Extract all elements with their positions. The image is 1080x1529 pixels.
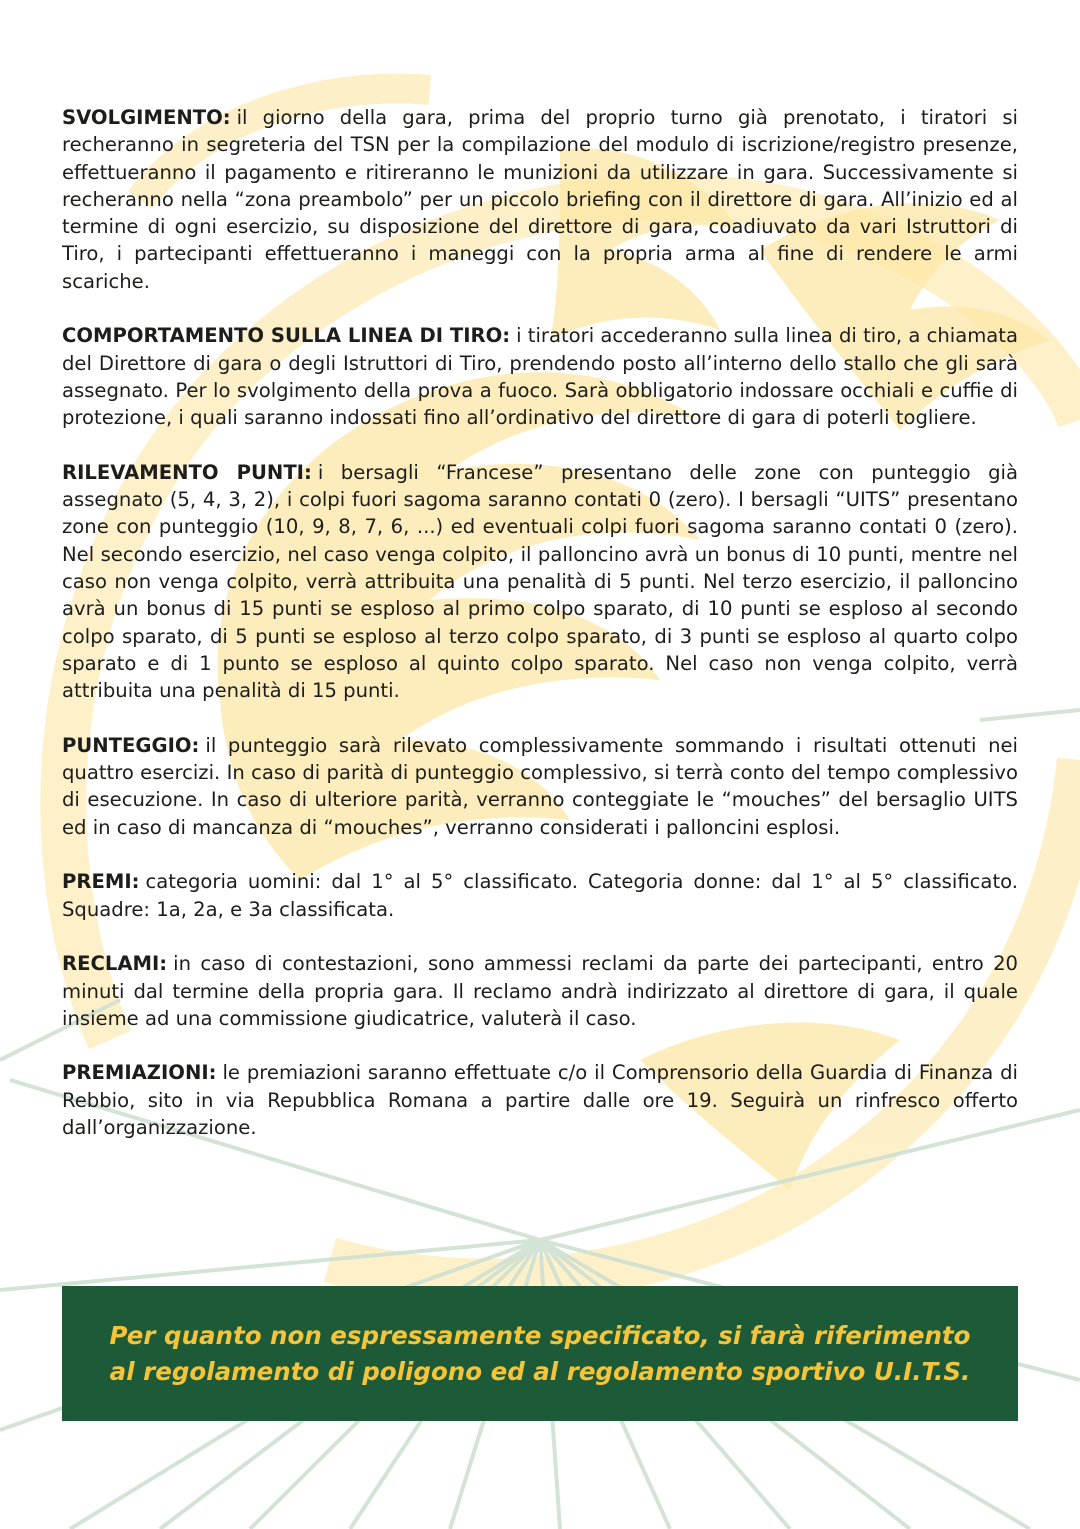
footer-banner-line-1: Per quanto non espressamente specificato, si farà riferimento [109, 1320, 971, 1350]
section-label: RILEVAMENTO PUNTI: [62, 460, 312, 484]
section-premiazioni [62, 1059, 1018, 1141]
section-text: i tiratori accederanno sulla linea di tiro, a chiamata del Direttore di gara o degli Istruttori di Tiro, prendendo posto all’interno dello stallo che gli sarà assegnato. Per lo svolgimento della prova a fuoco. Sarà obbligatorio indossare occhiali e cuffie di protezione, i quali saranno indossati fino all’ordinativo del direttore di gara di poterli togliere. [62, 324, 1018, 430]
section-text: i bersagli “Francese” presentano delle zone con punteggio già assegnato (5, 4, 3, 2), i colpi fuori sagoma saranno contati 0 (zero). I bersagli “UITS” presentano zone con punteggio (10, 9, 8, 7, 6, ...) ed eventuali colpi fuori sagoma saranno contati 0 (zero). Nel secondo esercizio, nel caso venga colpito, il palloncino avrà un bonus di 10 punti, mentre nel caso non venga colpito, verrà attribuita una penalità di 5 punti. Nel terzo esercizio, il palloncino avrà un bonus di 15 punti se esploso al primo colpo sparato, di 10 punti se esploso al secondo colpo sparato, di 5 punti se esploso al terzo colpo sparato, di 3 punti se esploso al quarto colpo sparato e di 1 punto se esploso al quinto colpo sparato. Nel caso non venga colpito, verrà attribuita una penalità di 15 punti. [62, 460, 1018, 703]
section-text: in caso di contestazioni, sono ammessi reclami da parte dei partecipanti, entro 20 minuti dal termine della propria gara. Il reclamo andrà indirizzato al direttore di gara, il quale insieme ad una commissione giudicatrice, valuterà il caso. [62, 952, 1018, 1030]
footer-banner-text [110, 1318, 971, 1390]
regulations-body [62, 104, 1018, 1169]
section-text: il punteggio sarà rilevato complessivamente sommando i risultati ottenuti nei quattro esercizi. In caso di parità di punteggio complessivo, si terrà conto del tempo complessivo di esecuzione. In caso di ulteriore parità, verranno conteggiate le “mouches” del bersaglio UITS ed in caso di mancanza di “mouches”, verranno considerati i palloncini esplosi. [62, 733, 1018, 839]
section-text: categoria uomini: dal 1° al 5° classificato. Categoria donne: dal 1° al 5° classificato. Squadre: 1a, 2a, e 3a classificata. [62, 870, 1018, 921]
footer-banner-line-2: al regolamento di poligono ed al regolamento sportivo U.I.T.S. [109, 1356, 971, 1386]
footer-banner [62, 1286, 1018, 1421]
section-text: il giorno della gara, prima del proprio turno già prenotato, i tiratori si recheranno in segreteria del TSN per la compilazione del modulo di iscrizione/registro presenze, effettueranno il pagamento e ritireranno le munizioni da utilizzare in gara. Successivamente si recheranno nella “zona preambolo” per un piccolo briefing con il direttore di gara. All’inizio ed al termine di ogni esercizio, su disposizione del direttore di gara, coadiuvato da vari Istruttori di Tiro, i partecipanti effettueranno i maneggi con la propria arma al fine di rendere le armi scariche. [62, 106, 1018, 293]
section-text: le premiazioni saranno effettuate c/o il Comprensorio della Guardia di Finanza di Rebbio, sito in via Repubblica Romana a partire dalle ore 19. Seguirà un rinfresco offerto dall’organizzazione. [62, 1061, 1018, 1139]
section-label: PREMIAZIONI: [62, 1061, 217, 1085]
section-label: PREMI: [62, 870, 140, 894]
section-reclami [62, 950, 1018, 1032]
section-label: RECLAMI: [62, 952, 168, 976]
section-premi [62, 868, 1018, 923]
section-rilevamento-punti [62, 459, 1018, 705]
section-label: SVOLGIMENTO: [62, 106, 231, 129]
section-svolgimento [62, 104, 1018, 295]
section-punteggio [62, 732, 1018, 841]
section-label: PUNTEGGIO: [62, 733, 200, 757]
section-label: COMPORTAMENTO SULLA LINEA DI TIRO: [62, 324, 511, 348]
section-comportamento [62, 322, 1018, 431]
